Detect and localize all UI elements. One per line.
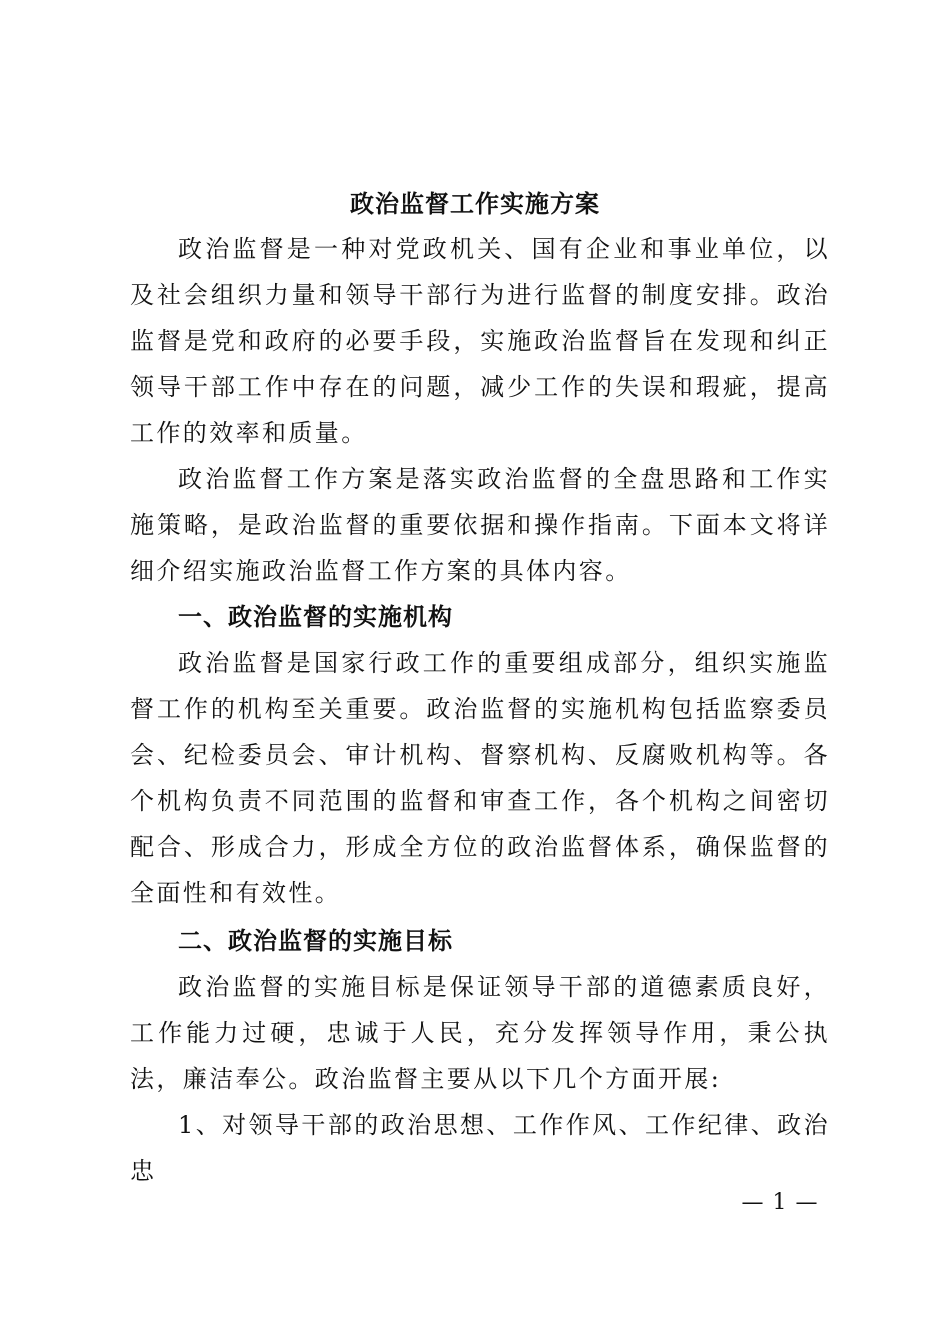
intro-paragraph-2: 政治监督工作方案是落实政治监督的全盘思路和工作实施策略，是政治监督的重要依据和操作指南。下面本文将详细介绍实施政治监督工作方案的具体内容。 xyxy=(130,465,830,585)
document-title: 政治监督工作实施方案 xyxy=(350,189,600,218)
section-paragraph-2: 政治监督的实施目标是保证领导干部的道德素质良好，工作能力过硬，忠诚于人民，充分发挥领导作用，秉公执法，廉洁奉公。政治监督主要从以下几个方面开展: xyxy=(130,973,830,1093)
page-number: — 1 — xyxy=(741,1190,819,1215)
section-heading-1: 一、政治监督的实施机构 xyxy=(178,603,453,631)
section-paragraph-1: 政治监督是国家行政工作的重要组成部分，组织实施监督工作的机构至关重要。政治监督的实施机构包括监察委员会、纪检委员会、审计机构、督察机构、反腐败机构等。各个机构负责不同范围的监督和审查工作，各个机构之间密切配合、形成合力，形成全方位的政治监督体系，确保监督的全面性和有效性。 xyxy=(130,649,830,907)
list-item-1: 1、对领导干部的政治思想、工作作风、工作纪律、政治忠 xyxy=(130,1111,830,1185)
document-body xyxy=(130,226,830,1194)
section-heading-2: 二、政治监督的实施目标 xyxy=(178,927,453,955)
intro-paragraph-1: 政治监督是一种对党政机关、国有企业和事业单位，以及社会组织力量和领导干部行为进行监督的制度安排。政治监督是党和政府的必要手段，实施政治监督旨在发现和纠正领导干部工作中存在的问题，减少工作的失误和瑕疵，提高工作的效率和质量。 xyxy=(130,235,830,447)
